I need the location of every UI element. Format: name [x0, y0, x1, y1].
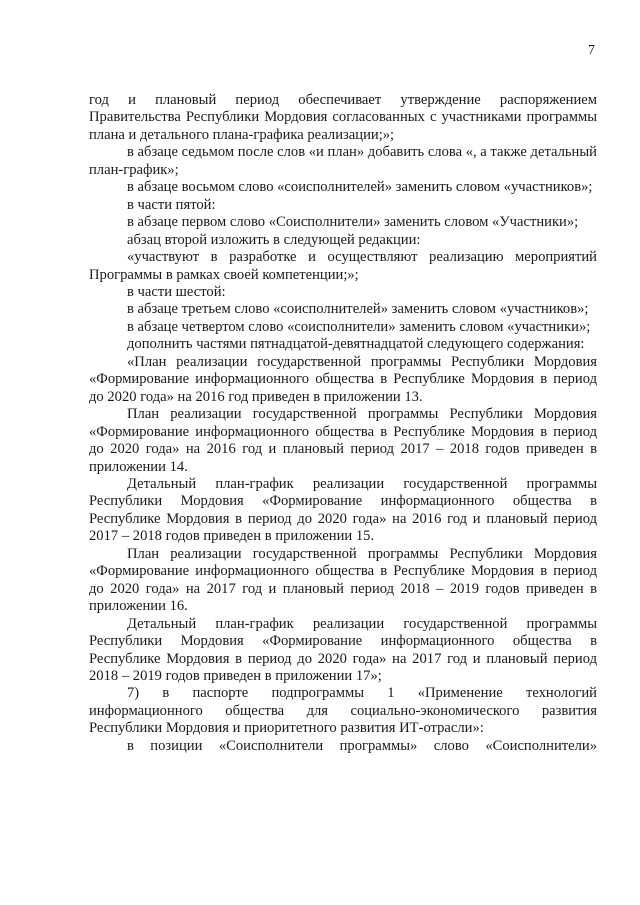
paragraph: в части шестой: [127, 283, 226, 300]
paragraph: в позиции «Соисполнители программы» слово «Соисполнители» [127, 737, 597, 754]
paragraph: в абзаце седьмом после слов «и план» добавить слова «, а также детальный план-график»; [89, 144, 597, 178]
paragraph: 7) в паспорте подпрограммы 1 «Применение технологий информационного общества для социально-экономического развития Республики Мордовия и приоритетного развития ИТ-отрасли»: [89, 685, 597, 737]
paragraph: «План реализации государственной программы Республики Мордовия «Формирование информационного общества в Республике Мордовия в период до 2020 года» на 2016 год приведен в приложении 13. [89, 353, 597, 405]
document-body [89, 92, 597, 755]
paragraph: Детальный план-график реализации государственной программы Республики Мордовия «Формирование информационного общества в Республике Мордовия в период до 2020 года» на 2017 год и плановый период 2018 – 2019 годов приведен в приложении 17»; [89, 615, 597, 684]
page-number: 7 [588, 43, 595, 58]
paragraph: в части пятой: [127, 196, 216, 213]
paragraph: «участвуют в разработке и осуществляют реализацию мероприятий Программы в рамках своей компетенции;»; [89, 249, 597, 283]
paragraph: абзац второй изложить в следующей редакции: [127, 231, 421, 248]
paragraph: дополнить частями пятнадцатой-девятнадцатой следующего содержания: [127, 336, 585, 353]
paragraph: год и плановый период обеспечивает утверждение распоряжением Правительства Республики Мордовия согласованных с участниками программы плана и детального плана-графика реализации;»; [89, 92, 597, 143]
paragraph: в абзаце первом слово «Соисполнители» заменить словом «Участники»; [127, 214, 579, 231]
paragraph: в абзаце третьем слово «соисполнителей» заменить словом «участников»; [127, 301, 589, 318]
paragraph: Детальный план-график реализации государственной программы Республики Мордовия «Формирование информационного общества в Республике Мордовия в период до 2020 года» на 2016 год и плановый период 2017 – 2018 годов приведен в приложении 15. [89, 475, 597, 545]
paragraph: План реализации государственной программы Республики Мордовия «Формирование информационного общества в Республике Мордовия в период до 2020 года» на 2016 год и плановый период 2017 – 2018 годов приведен в приложении 14. [89, 406, 597, 475]
paragraph: План реализации государственной программы Республики Мордовия «Формирование информационного общества в Республике Мордовия в период до 2020 года» на 2017 год и плановый период 2018 – 2019 годов приведен в приложении 16. [89, 545, 597, 615]
paragraph: в абзаце четвертом слово «соисполнители» заменить словом «участники»; [127, 318, 591, 335]
paragraph: в абзаце восьмом слово «соисполнителей» заменить словом «участников»; [127, 179, 593, 196]
